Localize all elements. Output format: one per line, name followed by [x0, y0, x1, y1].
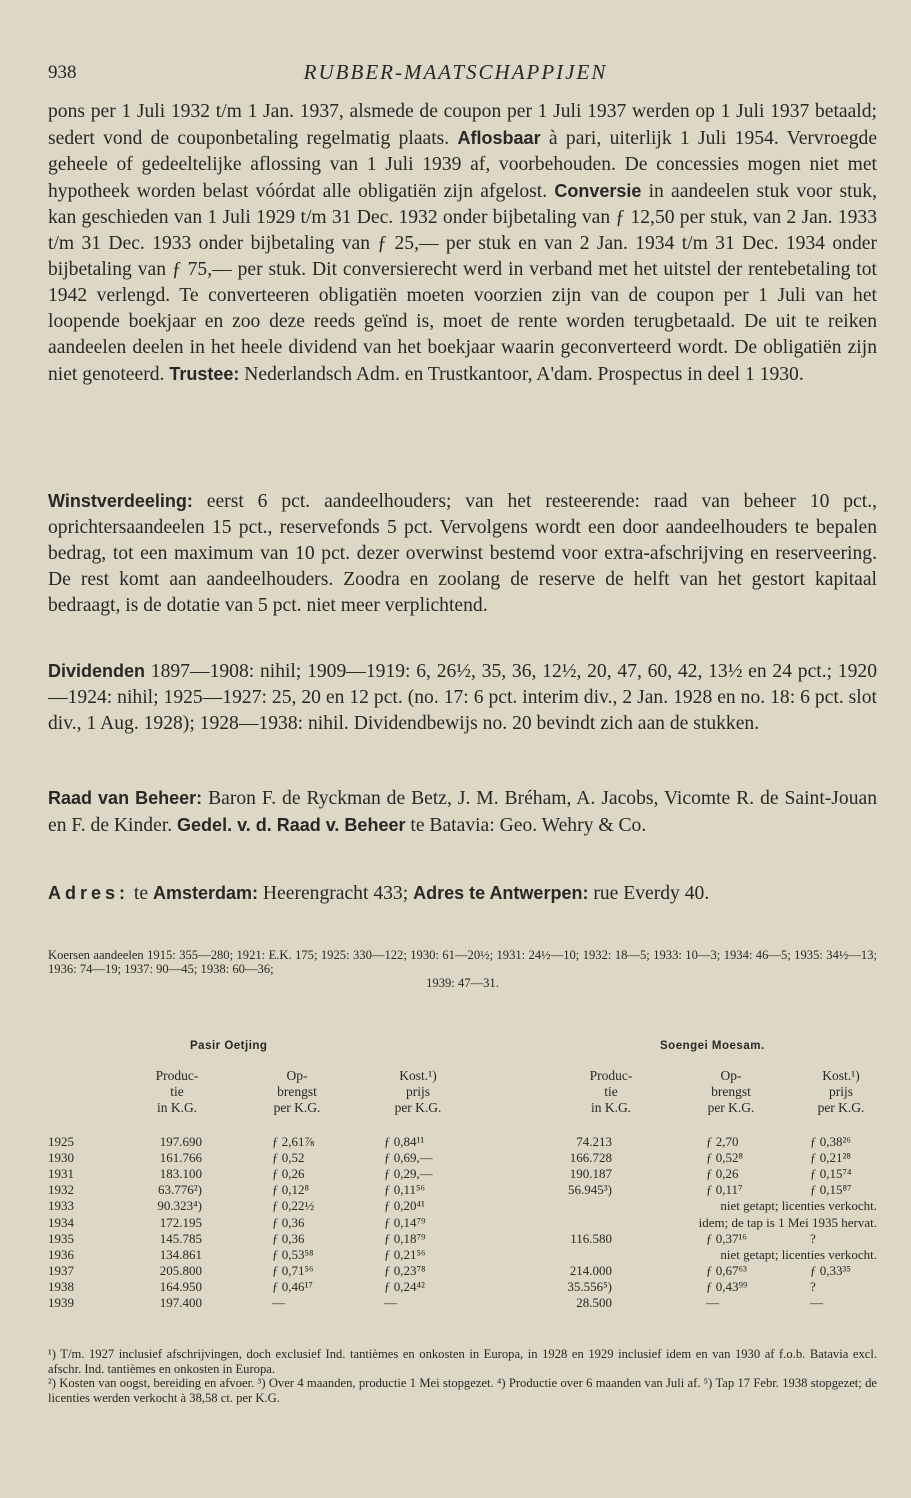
productie-1-cell: 161.766 [159, 1150, 202, 1166]
opbrengst-2-cell: ƒ 0,67⁶³ [706, 1262, 747, 1278]
kostprijs-1-cell: ƒ 0,20⁴¹ [384, 1198, 425, 1214]
opbrengst-2-cell: ƒ 0,43⁹⁹ [706, 1278, 748, 1294]
column-header-opbrengst-1: Op- brengst per K.G. [273, 1068, 321, 1115]
label-adres: Adres: [48, 883, 130, 903]
opbrengst-1-cell: ƒ 0,53⁵⁸ [272, 1246, 314, 1262]
year-cell: 1925 [48, 1134, 74, 1149]
productie-1-cell: 197.690 [159, 1134, 202, 1149]
opbrengst-1-cell: ƒ 2,61⅞ [272, 1134, 315, 1149]
table-row [0, 1247, 911, 1263]
footnotes [48, 1347, 877, 1405]
productie-2-cell: 166.728 [569, 1150, 612, 1166]
productie-1-cell: 90.323⁴) [157, 1198, 202, 1214]
opbrengst-1-cell: ƒ 0,46¹⁷ [272, 1278, 313, 1294]
table-row [0, 1198, 911, 1214]
opbrengst-2-cell: — [706, 1295, 719, 1310]
productie-2-cell: 35.556⁵) [567, 1278, 612, 1294]
text-antwerpen-address: rue Everdy 40. [593, 883, 710, 904]
kostprijs-1-cell: ƒ 0,69,— [384, 1150, 433, 1166]
productie-1-cell: 205.800 [159, 1262, 202, 1278]
opbrengst-1-cell: ƒ 0,22½ [272, 1198, 315, 1214]
year-cell: 1938 [48, 1278, 74, 1294]
year-cell: 1930 [48, 1150, 74, 1166]
paragraph-adres [48, 880, 877, 907]
opbrengst-1-cell: — [272, 1295, 285, 1310]
kostprijs-1-cell: ƒ 0,21⁵⁶ [384, 1246, 426, 1262]
footnote-2-5: ²) Kosten van oogst, bereiding en afvoer. ³) Over 4 maanden, productie 1 Mei stopgezet. ⁴) Productie over 6 maanden van Juli af. ⁵) Tap 17 Febr. 1938 stopgezet; de licenties werden verkocht à 38,58 ct. per K.G. [48, 1376, 877, 1405]
kostprijs-2-cell: — [810, 1295, 823, 1310]
opbrengst-2-cell: ƒ 2,70 [706, 1134, 739, 1149]
productie-2-cell: 116.580 [570, 1230, 612, 1246]
productie-1-cell: 164.950 [159, 1278, 202, 1294]
opbrengst-1-cell: ƒ 0,71⁵⁶ [272, 1262, 314, 1278]
text-coupon: pons per 1 Juli 1932 t/m 1 Jan. 1937, alsmede de coupon per 1 Juli 1937 werden op 1 Juli 1937 betaald; sedert vond de couponbetaling regelmatig plaats. [48, 101, 877, 149]
year-cell: 1931 [48, 1166, 74, 1182]
kostprijs-2-cell: ƒ 0,15⁷⁴ [810, 1166, 852, 1182]
page-number: 938 [48, 62, 77, 83]
productie-2-cell: 28.500 [576, 1295, 612, 1310]
text-trustee: Nederlandsch Adm. en Trustkantoor, A'dam. Prospectus in deel 1 1930. [244, 364, 804, 385]
column-header-productie-2: Produc- tie in K.G. [589, 1068, 633, 1115]
column-header-kostprijs-2: Kost.¹) prijs per K.G. [817, 1068, 865, 1115]
opbrengst-1-cell: ƒ 0,36 [272, 1230, 305, 1246]
footnote-1: ¹) T/m. 1927 inclusief afschrijvingen, doch exclusief Ind. tantièmes en onkosten in Europa, in 1928 en 1929 inclusief idem en van 1930 af f.o.b. Batavia excl. afschr. Ind. tantièmes en onkosten in Europa. [48, 1347, 877, 1376]
koersen-text: Koersen aandeelen 1915: 355—280; 1921: E.K. 175; 1925: 330—122; 1930: 61—20½; 1931: 24½—10; 1932: 18—5; 1933: 10—3; 1934: 46—5; 1935: 34½—13; 1936: 74—19; 1937: 90—45; 1938: 60—36; [48, 948, 877, 976]
label-trustee: Trustee: [169, 364, 240, 384]
table-row [0, 1215, 911, 1231]
paragraph-conversion-terms [48, 99, 877, 388]
group-header-soengei-moesam: Soengei Moesam. [660, 1040, 765, 1052]
label-conversie: Conversie [554, 181, 642, 201]
label-aflosbaar: Aflosbaar [457, 128, 541, 148]
productie-1-cell: 134.861 [159, 1246, 202, 1262]
table-row [0, 1279, 911, 1295]
kostprijs-2-cell: ƒ 0,21²⁸ [810, 1150, 851, 1166]
remark-cell: niet getapt; licenties verkocht. [720, 1198, 877, 1214]
paragraph-dividenden [48, 658, 877, 737]
table-row [0, 1134, 911, 1150]
kostprijs-1-cell: ƒ 0,18⁷⁹ [384, 1230, 426, 1246]
year-cell: 1933 [48, 1198, 74, 1214]
opbrengst-2-cell: ƒ 0,52⁸ [706, 1150, 744, 1166]
column-header-productie-1: Produc- tie in K.G. [155, 1068, 199, 1115]
text-aflosbaar: à pari, uiterlijk 1 Juli 1954. Vervroegde geheele of gedeeltelijke aflossing van 1 Juli 1939 af, voorbehouden. De concessies mogen niet met hypotheek worden belast vóórdat alle obligatiën zijn afgelost. [48, 128, 878, 202]
column-header-opbrengst-2: Op- brengst per K.G. [707, 1068, 755, 1115]
paragraph-raad-van-beheer [48, 785, 877, 839]
table-row [0, 1295, 911, 1311]
koersen-last: 1939: 47—31. [426, 976, 499, 990]
kostprijs-1-cell: ƒ 0,84¹¹ [384, 1134, 425, 1149]
table-row [0, 1150, 911, 1166]
label-dividenden: Dividenden [48, 661, 146, 681]
opbrengst-1-cell: ƒ 0,36 [272, 1214, 305, 1230]
text-amsterdam-address: Heerengracht 433; [262, 883, 409, 904]
productie-1-cell: 172.195 [159, 1214, 202, 1230]
kostprijs-2-cell: ? [810, 1230, 816, 1246]
year-cell: 1936 [48, 1246, 74, 1262]
productie-2-cell: 56.945³) [568, 1182, 612, 1198]
opbrengst-1-cell: ƒ 0,52 [272, 1150, 305, 1166]
table-row [0, 1263, 911, 1279]
remark-cell: niet getapt; licenties verkocht. [720, 1246, 877, 1262]
productie-1-cell: 183.100 [159, 1166, 202, 1182]
kostprijs-2-cell: ? [810, 1278, 816, 1294]
kostprijs-1-cell: ƒ 0,14⁷⁹ [384, 1214, 426, 1230]
text-winstverdeeling: eerst 6 pct. aandeelhouders; van het resteerende: raad van beheer 10 pct., oprichtersaandeelen 15 pct., reservefonds 5 pct. Vervolgens wordt een door aandeelhouders te bepalen bedrag, tot een maximum van 10 pct. dezer overwinst bestemd voor extra-afschrijving en reserveering. De rest komt aan aandeelhouders. Zoodra en zoolang de reserve de helft van het gestort kapitaal bedraagt, is de dotatie van 5 pct. niet meer verplichtend. [48, 491, 877, 616]
kostprijs-2-cell: ƒ 0,33³⁵ [810, 1262, 851, 1278]
kostprijs-1-cell: — [384, 1295, 397, 1310]
text-adres-te: te [133, 883, 149, 904]
productie-1-cell: 145.785 [159, 1230, 202, 1246]
text-gedelegeerde: te Batavia: Geo. Wehry & Co. [410, 815, 647, 836]
opbrengst-2-cell: ƒ 0,11⁷ [706, 1182, 743, 1198]
year-cell: 1934 [48, 1214, 74, 1230]
year-cell: 1937 [48, 1262, 74, 1278]
table-row [0, 1231, 911, 1247]
table-row [0, 1166, 911, 1182]
paragraph-winstverdeeling [48, 488, 877, 619]
year-cell: 1935 [48, 1230, 74, 1246]
opbrengst-1-cell: ƒ 0,26 [272, 1166, 305, 1182]
label-gedelegeerde: Gedel. v. d. Raad v. Beheer [177, 815, 406, 835]
productie-1-cell: 197.400 [159, 1295, 202, 1310]
remark-cell: idem; de tap is 1 Mei 1935 hervat. [698, 1214, 877, 1230]
table-row [0, 1182, 911, 1198]
kostprijs-1-cell: ƒ 0,23⁷⁸ [384, 1262, 426, 1278]
text-dividenden: 1897—1908: nihil; 1909—1919: 6, 26½, 35, 36, 12½, 20, 47, 60, 42, 13½ en 24 pct.; 1920—1924: nihil; 1925—1927: 25, 20 en 12 pct. (no. 17: 6 pct. interim div., 2 Jan. 1928 en no. 18: 6 pct. slot div., 1 Aug. 1928); 1928—1938: nihil. Dividendbewijs no. 20 bevindt zich aan de stukken. [48, 661, 877, 734]
koersen-aandeelen [48, 948, 877, 990]
group-header-pasir-oetjing: Pasir Oetjing [190, 1040, 268, 1052]
kostprijs-1-cell: ƒ 0,11⁵⁶ [384, 1182, 426, 1198]
kostprijs-2-cell: ƒ 0,15⁸⁷ [810, 1182, 852, 1198]
productie-2-cell: 214.000 [569, 1262, 612, 1278]
text-raad-van-beheer: Baron F. de Ryckman de Betz, J. M. Bréham, A. Jacobs, Vicomte R. de Saint-Jouan en F. de Kinder. [48, 788, 878, 836]
opbrengst-1-cell: ƒ 0,12⁸ [272, 1182, 310, 1198]
column-header-kostprijs-1: Kost.¹) prijs per K.G. [394, 1068, 442, 1115]
label-antwerpen: Adres te Antwerpen: [413, 883, 589, 903]
label-raad-van-beheer: Raad van Beheer: [48, 788, 203, 808]
running-head: RUBBER-MAATSCHAPPIJEN [303, 60, 608, 84]
text-conversie: in aandeelen stuk voor stuk, kan geschieden van 1 Juli 1929 t/m 31 Dec. 1932 onder bijbetaling van ƒ 12,50 per stuk, van 2 Jan. 1933 t/m 31 Dec. 1933 onder bijbetaling van ƒ 25,— per stuk en van 2 Jan. 1934 t/m 31 Dec. 1934 onder bijbetaling van ƒ 75,— per stuk. Dit conversierecht werd in verband met het uitstel der rentebetaling tot 1942 verlengd. Te converteeren obligatiën moeten voorzien zijn van de coupon per 1 Juli van het loopende boekjaar en zoo deze reeds geïnd is, moet de rente worden terugbetaald. De uit te reiken aandeelen deelen in het heele dividend van het boekjaar waarin geconverteerd wordt. De obligatiën zijn niet genoteerd. [48, 181, 877, 385]
kostprijs-1-cell: ƒ 0,24⁴² [384, 1278, 425, 1294]
productie-1-cell: 63.776²) [158, 1182, 202, 1198]
year-cell: 1932 [48, 1182, 74, 1198]
kostprijs-1-cell: ƒ 0,29,— [384, 1166, 433, 1182]
opbrengst-2-cell: ƒ 0,37¹⁶ [706, 1230, 747, 1246]
label-winstverdeeling: Winstverdeeling: [48, 491, 193, 511]
label-amsterdam: Amsterdam: [152, 883, 258, 903]
productie-2-cell: 74.213 [576, 1134, 612, 1149]
productie-2-cell: 190.187 [569, 1166, 612, 1182]
year-cell: 1939 [48, 1295, 74, 1310]
opbrengst-2-cell: ƒ 0,26 [706, 1166, 739, 1182]
kostprijs-2-cell: ƒ 0,38²⁶ [810, 1134, 851, 1149]
